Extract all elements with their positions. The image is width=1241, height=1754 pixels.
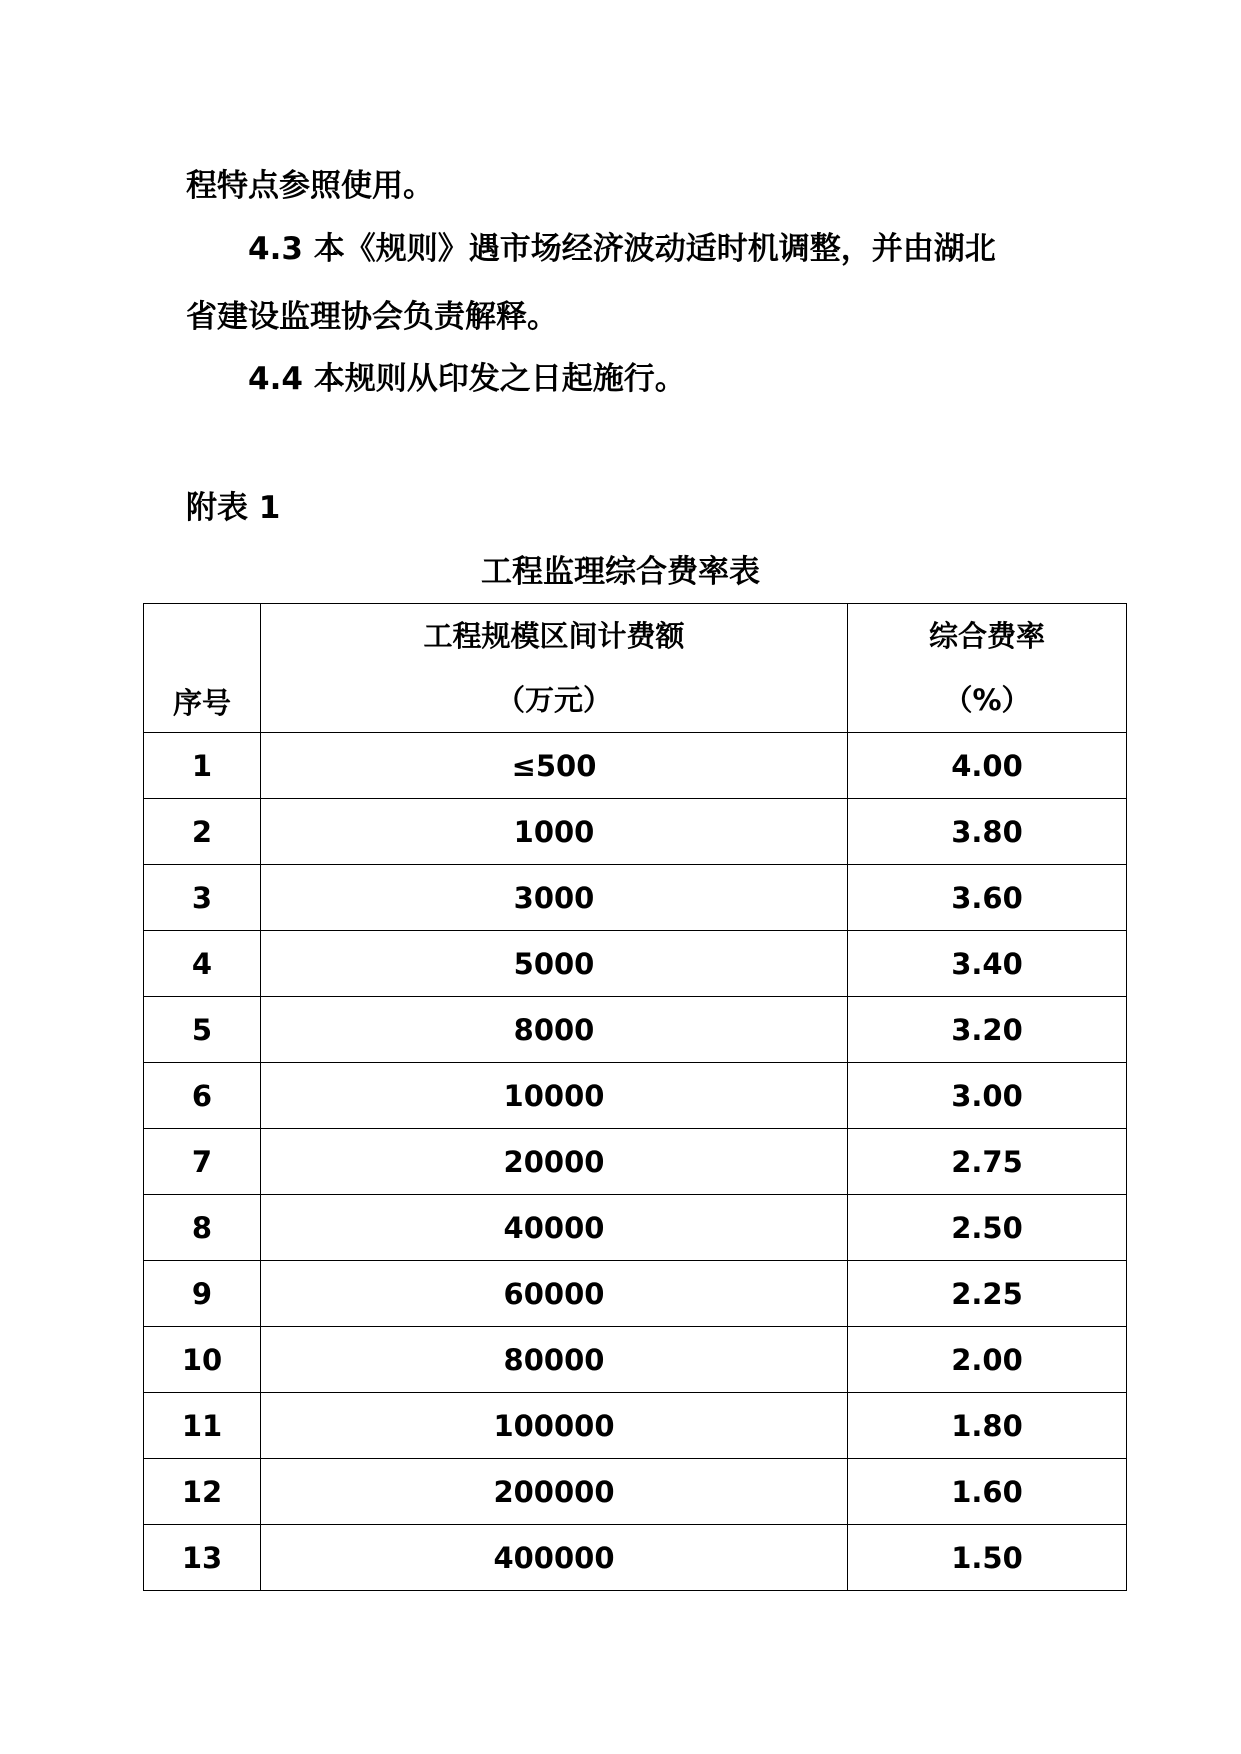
rate-table (143, 603, 1127, 1591)
cell-scale: 80000 (261, 1327, 848, 1393)
table-row (144, 1063, 1127, 1129)
cell-seq: 4 (144, 931, 261, 997)
table-row (144, 1129, 1127, 1195)
cell-scale: 3000 (261, 865, 848, 931)
cell-seq: 3 (144, 865, 261, 931)
paragraph-line-1: 程特点参照使用。 (186, 168, 434, 204)
table-row (144, 997, 1127, 1063)
header-scale (261, 604, 848, 733)
cell-seq: 9 (144, 1261, 261, 1327)
header-scale-line2: （万元） (495, 683, 612, 717)
header-seq: 序号 (144, 604, 261, 733)
cell-seq: 13 (144, 1525, 261, 1591)
cell-rate: 3.20 (848, 997, 1127, 1063)
paragraph-line-3: 省建设监理协会负责解释。 (186, 299, 558, 335)
paragraph-line-4: 4.4 本规则从印发之日起施行。 (248, 361, 686, 397)
attachment-label: 附表 1 (186, 490, 281, 526)
table-row (144, 1195, 1127, 1261)
cell-seq: 5 (144, 997, 261, 1063)
cell-rate: 3.40 (848, 931, 1127, 997)
table-row (144, 931, 1127, 997)
table-row (144, 1525, 1127, 1591)
cell-seq: 8 (144, 1195, 261, 1261)
table-row (144, 799, 1127, 865)
header-rate (848, 604, 1127, 733)
cell-rate: 1.50 (848, 1525, 1127, 1591)
cell-seq: 1 (144, 733, 261, 799)
cell-scale: 10000 (261, 1063, 848, 1129)
cell-seq: 7 (144, 1129, 261, 1195)
table-row (144, 733, 1127, 799)
cell-rate: 3.60 (848, 865, 1127, 931)
cell-seq: 10 (144, 1327, 261, 1393)
cell-seq: 2 (144, 799, 261, 865)
cell-seq: 6 (144, 1063, 261, 1129)
cell-scale: 40000 (261, 1195, 848, 1261)
cell-scale: 200000 (261, 1459, 848, 1525)
cell-scale: 100000 (261, 1393, 848, 1459)
cell-rate: 1.80 (848, 1393, 1127, 1459)
table-body (144, 733, 1127, 1591)
cell-rate: 3.80 (848, 799, 1127, 865)
cell-rate: 2.00 (848, 1327, 1127, 1393)
table-row (144, 1261, 1127, 1327)
paragraph-line-2: 4.3 本《规则》遇市场经济波动适时机调整，并由湖北 (248, 231, 996, 267)
header-scale-line1: 工程规模区间计费额 (423, 619, 685, 653)
cell-rate: 4.00 (848, 733, 1127, 799)
cell-scale: 5000 (261, 931, 848, 997)
cell-scale: 60000 (261, 1261, 848, 1327)
cell-rate: 2.25 (848, 1261, 1127, 1327)
cell-rate: 2.75 (848, 1129, 1127, 1195)
cell-scale: 8000 (261, 997, 848, 1063)
cell-scale: 20000 (261, 1129, 848, 1195)
cell-rate: 1.60 (848, 1459, 1127, 1525)
cell-rate: 3.00 (848, 1063, 1127, 1129)
cell-scale: 400000 (261, 1525, 848, 1591)
cell-seq: 12 (144, 1459, 261, 1525)
cell-seq: 11 (144, 1393, 261, 1459)
table-row (144, 865, 1127, 931)
table-row (144, 1327, 1127, 1393)
table-header-row (144, 604, 1127, 733)
header-rate-line2: （%） (943, 683, 1031, 717)
cell-scale: ≤500 (261, 733, 848, 799)
cell-rate: 2.50 (848, 1195, 1127, 1261)
cell-scale: 1000 (261, 799, 848, 865)
header-rate-line1: 综合费率 (928, 619, 1045, 653)
table-title: 工程监理综合费率表 (481, 554, 760, 590)
table-row (144, 1459, 1127, 1525)
table-row (144, 1393, 1127, 1459)
